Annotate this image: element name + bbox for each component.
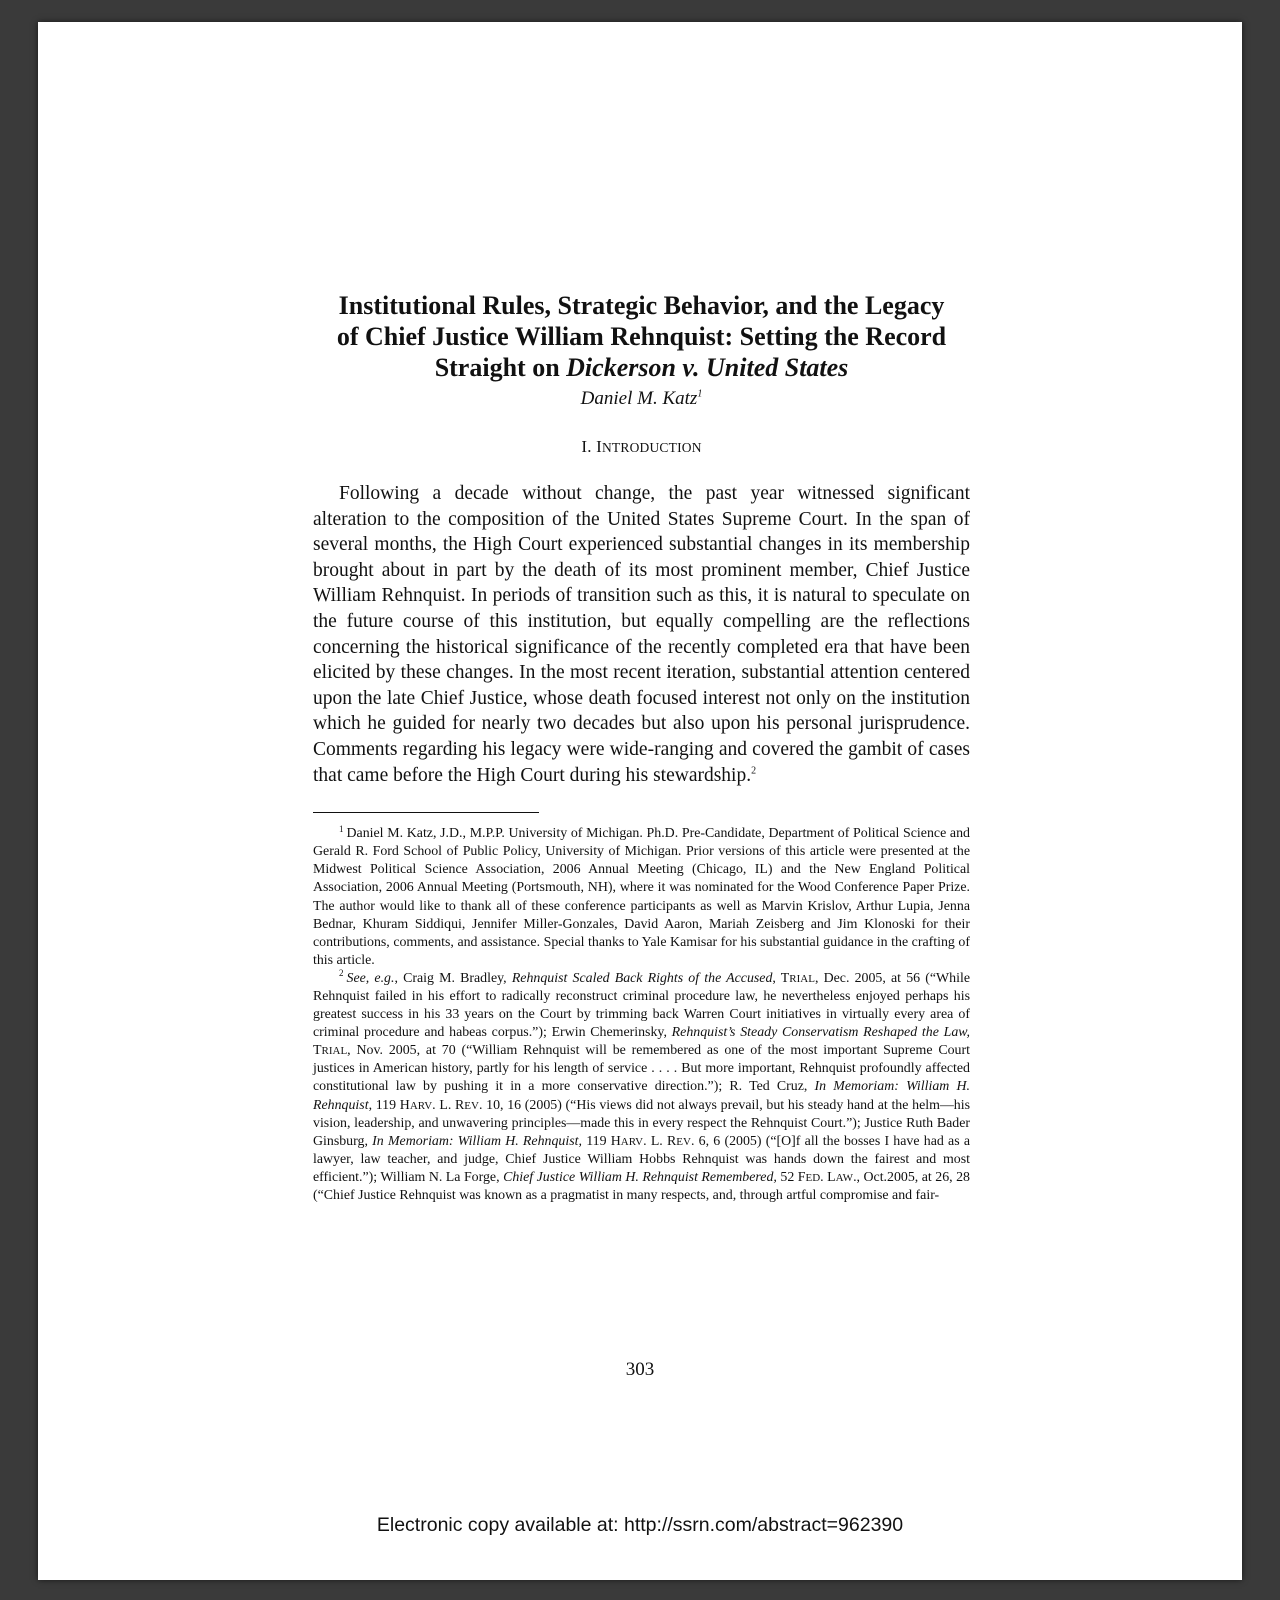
title-line-1: Institutional Rules, Strategic Behavior, and the Legacy <box>338 291 945 320</box>
fn2-cite-title: In Memoriam: William H. Rehnquist <box>313 1079 970 1113</box>
fn2-seg: , T <box>772 970 790 986</box>
author-byline <box>313 387 970 411</box>
section-first-letter: I <box>596 437 602 456</box>
fn2-seg: . 10, 16 (2005) (“His views did not always prevail, but his steady hand at the helm—his vision, leadership, and unwavering principles—made this in every respect the Rehnquist Court.”); Justice Ruth Bader Ginsburg, <box>313 1097 970 1149</box>
fn2-smallcaps: ED <box>805 1171 821 1184</box>
fn2-cite-title: In Memoriam: William H. Rehnquist, <box>372 1133 582 1149</box>
fn2-seg: . 6, 6 (2005) (“[O]f all the bosses I have had as a lawyer, law teacher, and judge, Chief Justice William Hobbs Rehnquist was hands down the fairest and most efficient.”); William N. La Forge, <box>313 1133 971 1185</box>
fn2-cite-title: Rehnquist Scaled Back Rights of the Accused <box>511 970 773 986</box>
fn2-seg: . L. R <box>432 1097 465 1113</box>
fn2-smallcaps: ARV <box>620 1135 644 1148</box>
fn2-smallcaps: AW <box>835 1171 854 1184</box>
fn2-seg: . L <box>820 1169 836 1185</box>
body-paragraph <box>313 481 970 788</box>
title-line-3-plain: Straight on <box>434 353 567 382</box>
title-line-2: of Chief Justice William Rehnquist: Setting the Record <box>336 322 947 351</box>
footnotes <box>313 825 970 1205</box>
fn2-cite-title: Chief Justice William H. Rehnquist Remembered, <box>503 1169 777 1185</box>
fn2-seg: 119 H <box>581 1133 621 1149</box>
ssrn-footer-link[interactable]: Electronic copy available at: http://ssrn.com/abstract=962390 <box>376 1514 904 1536</box>
fn2-smallcaps: EV <box>464 1099 479 1112</box>
fn2-signal: See, e.g. <box>346 970 395 986</box>
footnote-1-text: Daniel M. Katz, J.D., M.P.P. University of Michigan. Ph.D. Pre-Candidate, Department of Political Science and Gerald R. Ford School of Public Policy, University of Michigan. Prior versions of this article were presented at the Midwest Political Science Association, 2006 Annual Meeting (Chicago, IL) and the New England Political Association, 2006 Annual Meeting (Portsmouth, NH), where it was nominated for the Wood Conference Paper Prize. The author would like to thank all of these conference participants as well as Marvin Krislov, Arthur Lupia, Jenna Bednar, Khuram Siddiqui, Jennifer Miller-Gonzales, David Aaron, Mariah Zeisberg and Jim Klonoski for their contributions, comments, and assistance. Special thanks to Yale Kamisar for his substantial guidance in the crafting of this article. <box>313 826 970 968</box>
fn2-seg: ., Oct.2005, at 26, 28 (“Chief Justice Rehnquist was known as a pragmatist in many respects, and, through artful compromise and fair- <box>313 1169 971 1203</box>
author-footnote-mark: 1 <box>697 388 703 400</box>
page-number: 303 <box>625 1359 655 1380</box>
fn2-seg: , 119 H <box>368 1097 410 1113</box>
fn2-seg: , Dec. 2005, at 56 (“While Rehnquist failed in his effort to radically reconstruct criminal procedure law, he nevertheless enjoyed perhaps his greatest success in his 33 years on the Court by trimming back Warren Court initiatives in virtually every area of criminal procedure and habeas corpus.”); Erwin Chemerinsky, <box>313 970 970 1041</box>
section-numeral: I. <box>581 437 597 456</box>
fn2-seg: , Craig M. Bradley, <box>394 970 512 986</box>
section-rest: NTRODUCTION <box>601 440 702 455</box>
article-title <box>313 290 970 383</box>
footnote-2-mark: 2 <box>339 968 344 979</box>
footnote-1-mark: 1 <box>339 823 344 834</box>
page-content <box>313 290 970 1205</box>
fn2-smallcaps: ARV <box>409 1099 433 1112</box>
author-name: Daniel M. Katz <box>580 388 698 409</box>
footnote-2 <box>313 970 970 1205</box>
document-page <box>38 22 1242 1580</box>
fn2-cite-title: Rehnquist’s Steady Conservatism Reshaped the Law, <box>671 1025 970 1041</box>
title-case-name: Dickerson v. United States <box>566 353 849 382</box>
body-text: Following a decade without change, the past year witnessed significant alteration to the composition of the United States Supreme Court. In the span of several months, the High Court experienced substantial changes in its membership brought about in part by the death of its most prominent member, Chief Justice William Rehnquist. In periods of transition such as this, it is natural to speculate on the future course of this institution, but equally compelling are the reflections concerning the historical significance of the recently completed era that have been elicited by these changes. In the most recent iteration, substantial attention centered upon the late Chief Justice, whose death focused interest not only on the institution which he guided for nearly two decades but also upon his personal jurisprudence. Comments regarding his legacy were wide-ranging and covered the gambit of cases that came before the High Court during his stewardship. <box>313 483 970 786</box>
fn2-smallcaps: RIAL <box>321 1045 348 1058</box>
fn2-seg: T <box>313 1043 322 1059</box>
fn2-seg: , Nov. 2005, at 70 (“William Rehnquist will be remembered as one of the most important Supreme Court justices in American history, partly for his length of service . . . . But more important, Rehnquist profoundly affected constitutional law by pushing it in a more conservative direction.”); R. Ted Cruz, <box>313 1043 970 1095</box>
body-footnote-mark: 2 <box>751 765 757 777</box>
footnote-divider <box>313 812 539 813</box>
fn2-seg: . L. R <box>643 1133 677 1149</box>
fn2-smallcaps: RIAL <box>789 972 815 985</box>
fn2-seg: 52 F <box>776 1169 806 1185</box>
footnote-1 <box>313 825 970 970</box>
section-heading <box>313 437 970 457</box>
title-line-3 <box>313 352 970 383</box>
fn2-smallcaps: EV <box>676 1135 691 1148</box>
